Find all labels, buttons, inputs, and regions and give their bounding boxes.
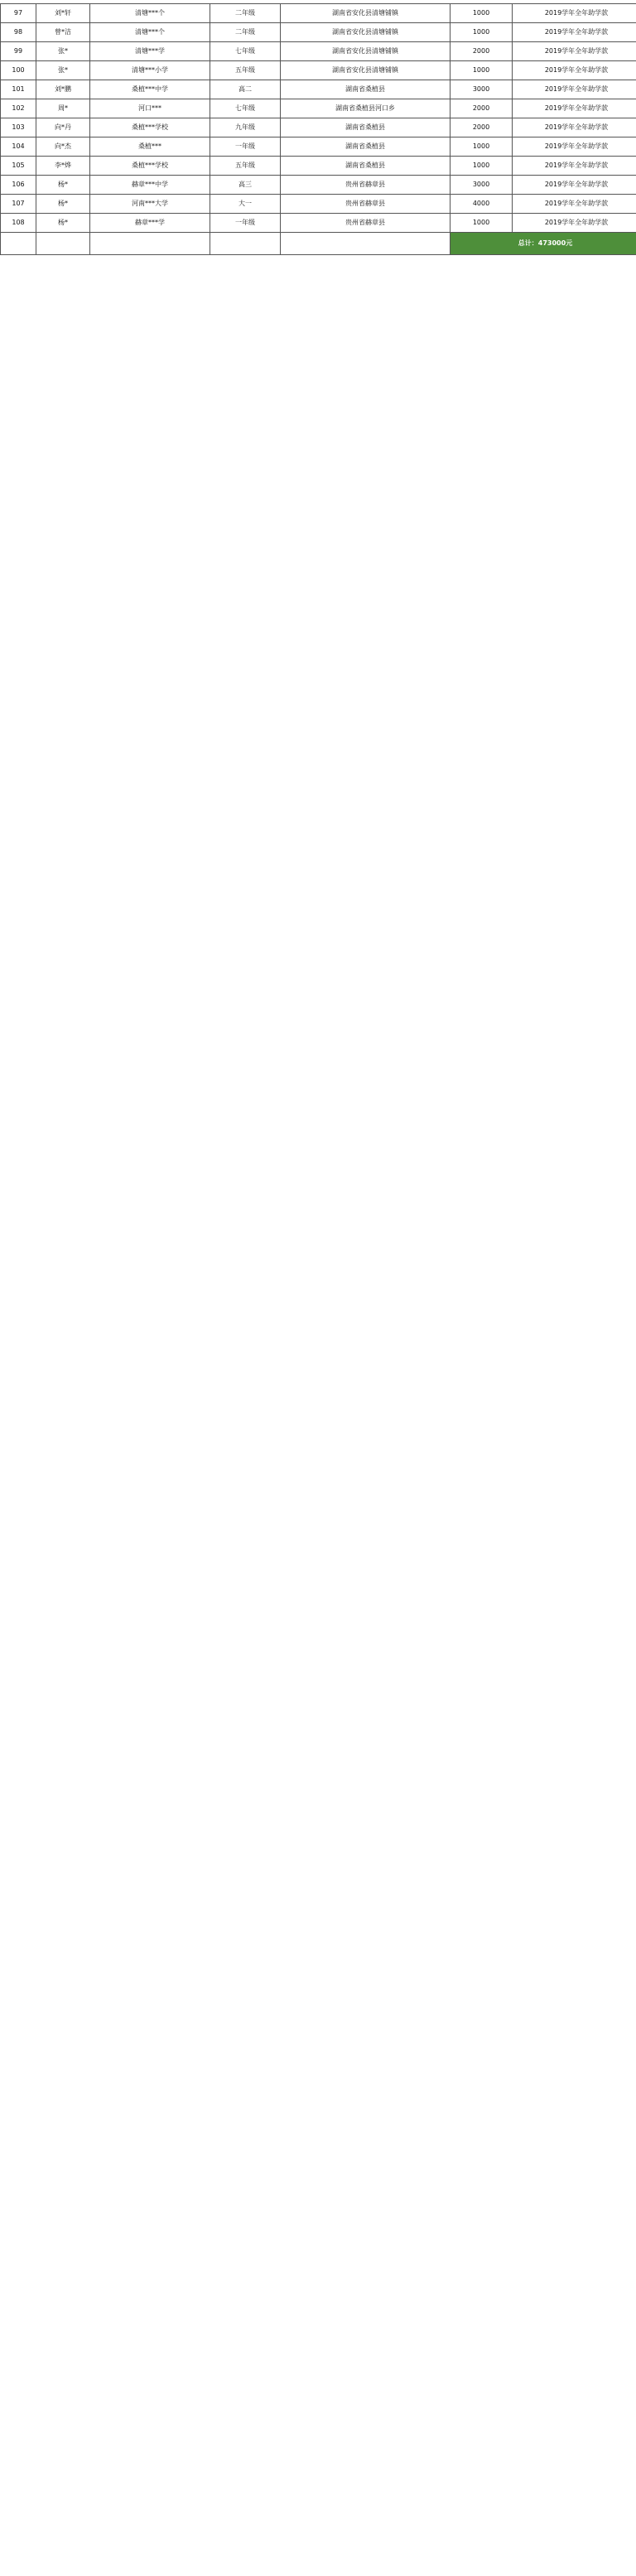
student-name: 张*: [36, 42, 90, 61]
student-name: 曾*洁: [36, 23, 90, 42]
aid-amount: 2000: [450, 99, 513, 118]
school-name: 河口***: [90, 99, 210, 118]
school-name: 清塘***个: [90, 23, 210, 42]
total-spacer: [1, 233, 36, 255]
sponsorship-sheet: [0, 0, 636, 262]
table-row: [1, 61, 636, 80]
table-row: [1, 157, 636, 176]
student-name: 向*丹: [36, 118, 90, 137]
aid-note: 2019学年全年助学款: [513, 42, 636, 61]
total-spacer: [210, 233, 281, 255]
aid-note: 2019学年全年助学款: [513, 118, 636, 137]
home-location: 湖南省桑植县: [281, 80, 450, 99]
school-name: 桑植***学校: [90, 157, 210, 176]
aid-amount: 1000: [450, 61, 513, 80]
home-location: 贵州省赫章县: [281, 214, 450, 233]
school-name: 河南***大学: [90, 195, 210, 214]
aid-note: 2019学年全年助学款: [513, 99, 636, 118]
aid-note: 2019学年全年助学款: [513, 157, 636, 176]
aid-note: 2019学年全年助学款: [513, 80, 636, 99]
home-location: 湖南省桑植县河口乡: [281, 99, 450, 118]
grade-level: 五年级: [210, 157, 281, 176]
table-body: [1, 4, 636, 233]
aid-amount: 3000: [450, 176, 513, 195]
total-spacer: [90, 233, 210, 255]
aid-amount: 3000: [450, 80, 513, 99]
school-name: 清塘***学: [90, 42, 210, 61]
aid-amount: 1000: [450, 23, 513, 42]
grade-level: 九年级: [210, 118, 281, 137]
home-location: 湖南省安化县清塘铺镇: [281, 42, 450, 61]
student-name: 张*: [36, 61, 90, 80]
table-row: [1, 214, 636, 233]
grade-level: 七年级: [210, 99, 281, 118]
row-number: 106: [1, 176, 36, 195]
row-number: 108: [1, 214, 36, 233]
row-number: 97: [1, 4, 36, 23]
table-row: [1, 4, 636, 23]
home-location: 湖南省安化县清塘铺镇: [281, 23, 450, 42]
table-row: [1, 176, 636, 195]
aid-note: 2019学年全年助学款: [513, 176, 636, 195]
student-name: 杨*: [36, 176, 90, 195]
aid-amount: 1000: [450, 214, 513, 233]
grade-level: 五年级: [210, 61, 281, 80]
aid-note: 2019学年全年助学款: [513, 137, 636, 157]
home-location: 湖南省桑植县: [281, 157, 450, 176]
row-number: 103: [1, 118, 36, 137]
aid-note: 2019学年全年助学款: [513, 4, 636, 23]
home-location: 贵州省赫章县: [281, 176, 450, 195]
school-name: 桑植***学校: [90, 118, 210, 137]
row-number: 101: [1, 80, 36, 99]
table-row: [1, 99, 636, 118]
grand-total: 总计：473000元: [450, 233, 636, 255]
aid-amount: 1000: [450, 157, 513, 176]
school-name: 清塘***个: [90, 4, 210, 23]
aid-note: 2019学年全年助学款: [513, 61, 636, 80]
school-name: 清塘***小学: [90, 61, 210, 80]
grade-level: 一年级: [210, 214, 281, 233]
aid-note: 2019学年全年助学款: [513, 23, 636, 42]
table-row: [1, 23, 636, 42]
total-row: [1, 233, 636, 255]
home-location: 湖南省桑植县: [281, 137, 450, 157]
table-row: [1, 80, 636, 99]
school-name: 赫章***中学: [90, 176, 210, 195]
student-name: 刘*鹏: [36, 80, 90, 99]
student-name: 杨*: [36, 195, 90, 214]
grade-level: 高二: [210, 80, 281, 99]
row-number: 107: [1, 195, 36, 214]
total-spacer: [36, 233, 90, 255]
row-number: 99: [1, 42, 36, 61]
aid-note: 2019学年全年助学款: [513, 195, 636, 214]
table-row: [1, 195, 636, 214]
table-row: [1, 137, 636, 157]
aid-amount: 1000: [450, 4, 513, 23]
student-name: 刘*轩: [36, 4, 90, 23]
home-location: 湖南省安化县清塘铺镇: [281, 4, 450, 23]
row-number: 105: [1, 157, 36, 176]
grade-level: 高三: [210, 176, 281, 195]
total-spacer: [281, 233, 450, 255]
row-number: 98: [1, 23, 36, 42]
aid-amount: 1000: [450, 137, 513, 157]
table-row: [1, 42, 636, 61]
home-location: 湖南省桑植县: [281, 118, 450, 137]
aid-amount: 2000: [450, 42, 513, 61]
aid-note: 2019学年全年助学款: [513, 214, 636, 233]
student-name: 杨*: [36, 214, 90, 233]
grade-level: 大一: [210, 195, 281, 214]
row-number: 102: [1, 99, 36, 118]
school-name: 桑植***: [90, 137, 210, 157]
row-number: 104: [1, 137, 36, 157]
aid-amount: 2000: [450, 118, 513, 137]
student-name: 周*: [36, 99, 90, 118]
grade-level: 一年级: [210, 137, 281, 157]
sponsorship-table: [0, 3, 636, 255]
school-name: 赫章***学: [90, 214, 210, 233]
home-location: 湖南省安化县清塘铺镇: [281, 61, 450, 80]
table-row: [1, 118, 636, 137]
grade-level: 二年级: [210, 4, 281, 23]
student-name: 向*杰: [36, 137, 90, 157]
grade-level: 二年级: [210, 23, 281, 42]
aid-amount: 4000: [450, 195, 513, 214]
student-name: 李*烨: [36, 157, 90, 176]
home-location: 贵州省赫章县: [281, 195, 450, 214]
school-name: 桑植***中学: [90, 80, 210, 99]
grade-level: 七年级: [210, 42, 281, 61]
row-number: 100: [1, 61, 36, 80]
